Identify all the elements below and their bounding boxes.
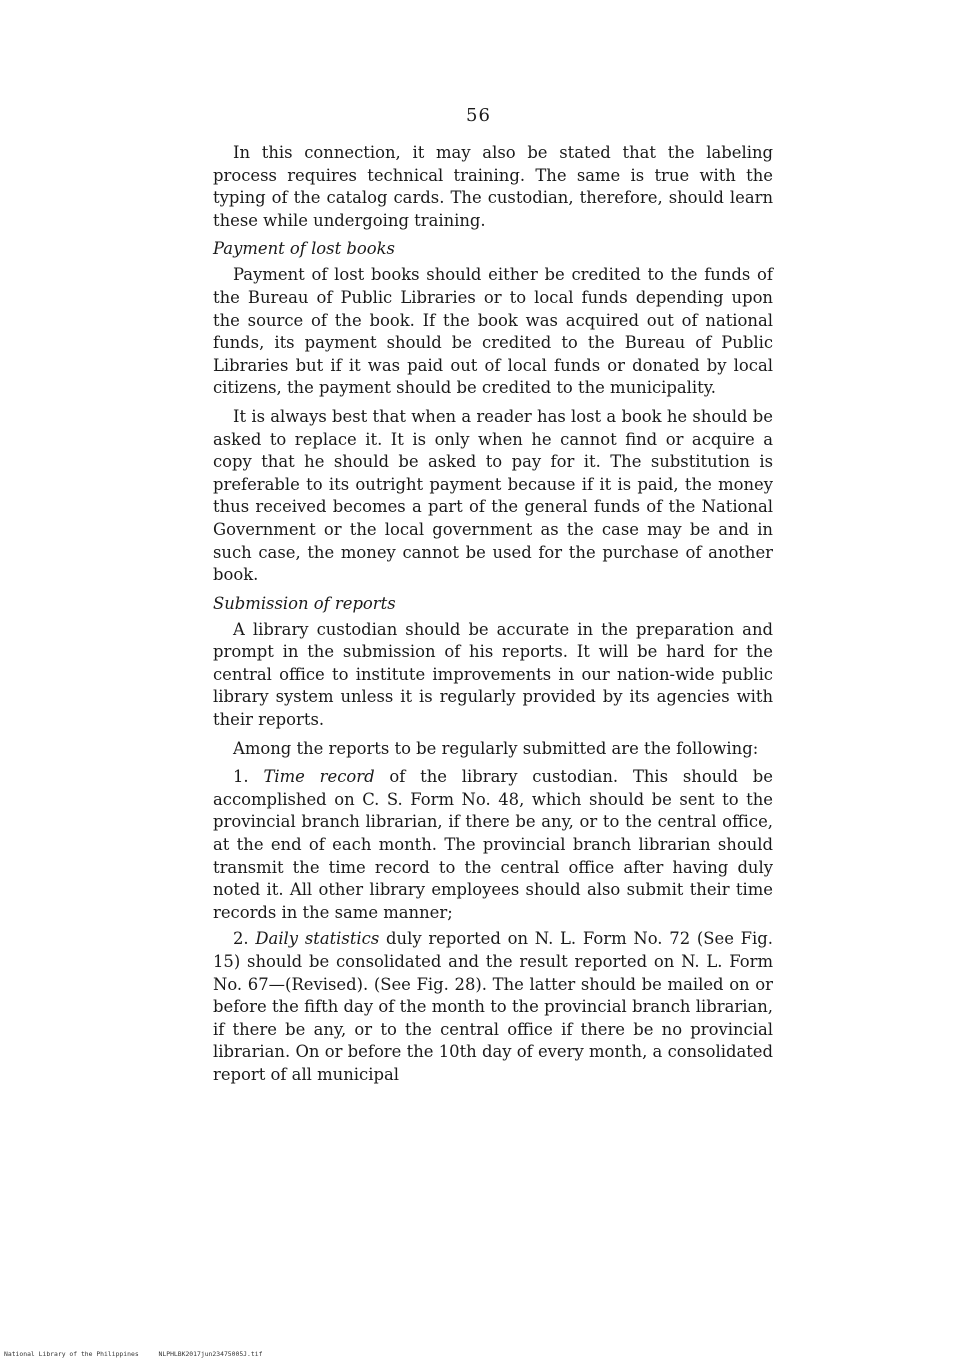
footer-source: National Library of the Philippines <box>4 1350 139 1358</box>
scan-footer <box>4 1350 278 1358</box>
report-item-time-record <box>213 766 773 924</box>
intro-paragraph: In this connection, it may also be stated that the labeling process requires technical training. The same is true with the typing of the catalog cards. The custodian, therefore, should learn these while undergoing training. <box>213 143 773 230</box>
reports-paragraph-2: Among the reports to be regularly submitted are the following: <box>233 738 759 758</box>
report-item-text: duly reported on N. L. Form No. 72 (See Fig. 15) should be consolidated and the result reported on N. L. Form No. 67—(Revised). (See Fig. 28). The latter should be mailed on or before the fifth day of the month to the provincial branch librarian, if there be any, or to the central office if there be no provincial librarian. On or before the 10th day of every month, a consolidated report of all municipal <box>213 929 773 1084</box>
report-item-term: Daily statistics <box>255 929 380 949</box>
page-body <box>213 142 773 1091</box>
footer-identifier: NLPHLBK2017jun23475005J.tif <box>158 1350 263 1358</box>
section-heading-lost-books: Payment of lost books <box>213 239 395 259</box>
report-item-daily-statistics <box>213 928 773 1086</box>
report-item-number: 1. <box>233 767 249 787</box>
report-item-text: of the library custodian. This should be accomplished on C. S. Form No. 48, which should be sent to the provincial branch librarian, if there be any, or to the central office, at the end of each month. The provincial branch librarian should transmit the time record to the central office after having duly noted it. All other library employees should also submit their time records in the same manner; <box>213 767 773 922</box>
page-number: 56 <box>466 105 491 126</box>
lost-books-paragraph-2: It is always best that when a reader has lost a book he should be asked to replace it. It is only when he cannot find or acquire a copy that he should be asked to pay for it. The substitution is preferable to its outright payment because if it is paid, the money thus received becomes a part of the general funds of the National Government or the local government as the case may be and in such case, the money cannot be used for the purchase of another book. <box>213 406 773 585</box>
reports-paragraph-1: A library custodian should be accurate in the preparation and prompt in the submission of his reports. It will be hard for the central office to institute improvements in our nation-wide public library system unless it is regularly provided by its agencies with their reports. <box>213 619 773 730</box>
report-item-term: Time record <box>263 767 375 787</box>
lost-books-paragraph-1: Payment of lost books should either be credited to the funds of the Bureau of Public Libraries or to local funds depending upon the source of the book. If the book was acquired out of national funds, its payment should be credited to the Bureau of Public Libraries but if it was paid out of local funds or donated by local citizens, the payment should be credited to the municipality. <box>213 265 773 398</box>
section-heading-reports: Submission of reports <box>213 593 396 613</box>
report-item-number: 2. <box>233 929 249 949</box>
